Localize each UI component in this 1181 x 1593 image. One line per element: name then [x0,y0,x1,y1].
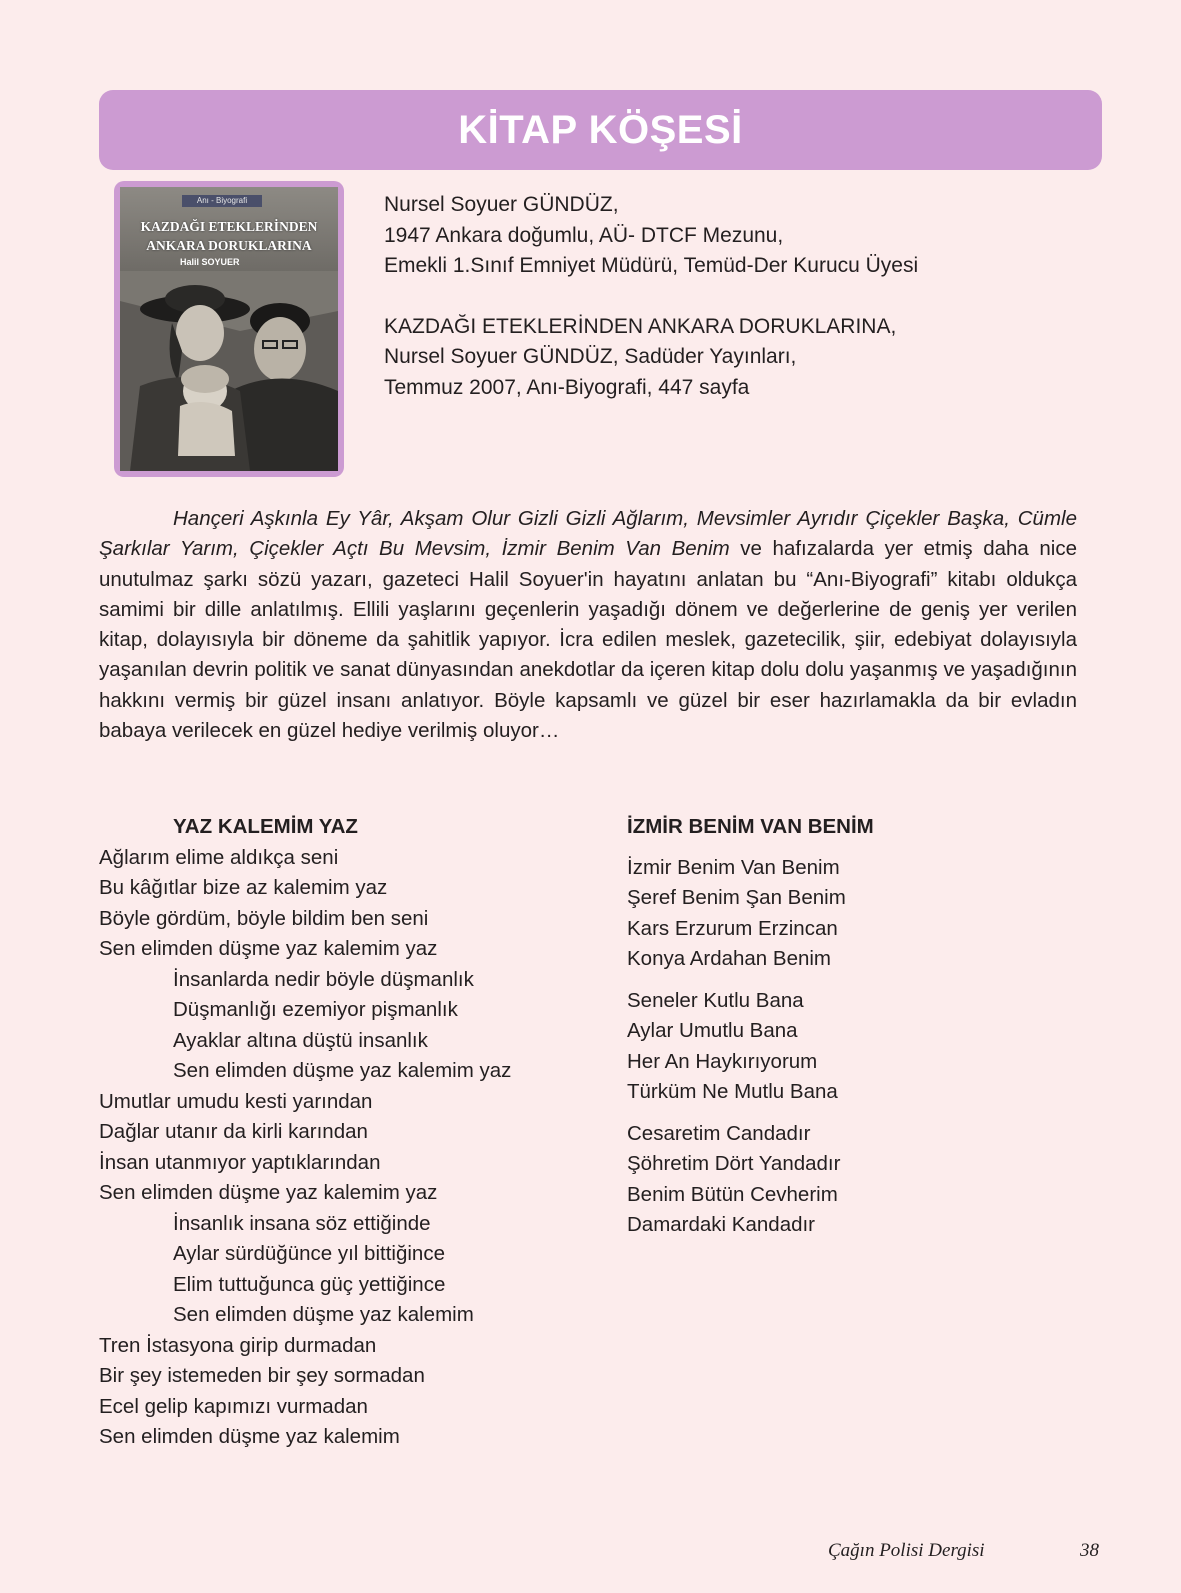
poem-line: İnsanlık insana söz ettiğinde [173,1211,431,1235]
poem-yaz-kalemim-yaz [99,812,511,1453]
poem-stanza [627,986,874,1108]
poem-line: Şöhretim Dört Yandadır [627,1152,841,1175]
poem-line: Ağlarım elime aldıkça seni [99,845,339,869]
book-details: Temmuz 2007, Anı-Biyografi, 447 sayfa [384,375,750,399]
book-publisher: Nursel Soyuer GÜNDÜZ, Sadüder Yayınları, [384,345,797,368]
poem-line: Sen elimden düşme yaz kalemim yaz [173,1059,512,1082]
book-cover-image [120,187,338,471]
poem-line: İnsanlarda nedir böyle düşmanlık [173,967,474,991]
author-birth: 1947 Ankara doğumlu, AÜ- DTCF Mezunu, [384,223,784,247]
poem-line: Umutlar umudu kesti yarından [99,1089,373,1113]
poem-line: İnsan utanmıyor yaptıklarından [99,1150,381,1174]
footer-magazine-name: Çağın Polisi Dergisi [828,1540,985,1561]
author-info-block [384,190,918,403]
poem-line: Ayaklar altına düştü insanlık [173,1028,428,1052]
poem-line: Bu kâğıtlar bize az kalemim yaz [99,876,388,899]
cover-title-line2: ANKARA DORUKLARINA [146,238,312,253]
poem-line: Ecel gelip kapımızı vurmadan [99,1394,368,1418]
poem-line: Sen elimden düşme yaz kalemim [173,1303,474,1326]
poem-line: Türküm Ne Mutlu Bana [627,1080,838,1103]
poem-line: Aylar sürdüğünce yıl bittiğince [173,1242,445,1265]
book-title: KAZDAĞI ETEKLERİNDEN ANKARA DORUKLARINA, [384,314,897,338]
poem-line: Konya Ardahan Benim [627,947,831,970]
intro-body: ve hafızalarda yer etmiş daha nice unutulmaz şarkı sözü yazarı, gazeteci Halil Soyuer'in hayatını anlatan bu “Anı-Biyografi” kitabı oldukça samimi bir dille anlatılmış. Ellili yaşlarını geçenlerin yaşadığı dönem ve değerlerine de geniş yer verilen kitap, dolayısıyla bir döneme da şahitlik yapıyor. İcra edilen meslek, gazetecilik, şiir, edebiyat dolayısıyla yaşanılan devrin politik ve sanat dünyasından anekdotlar da içeren kitap dolu dolu yaşanmış ve yaşadığının hakkını vermiş bir güzel insanı anlatıyor. Böyle kapsamlı ve güzel bir eser hazırlamakla da bir evladın babaya verilecek en güzel hediye verilmiş oluyor… [99,537,1077,743]
intro-paragraph [99,504,1077,746]
cover-title [120,217,338,255]
poem-line: Bir şey istemeden bir şey sormadan [99,1364,425,1387]
poem-line: Damardaki Kandadır [627,1213,816,1236]
author-name: Nursel Soyuer GÜNDÜZ, [384,193,619,216]
poem-line: İzmir Benim Van Benim [627,855,840,879]
footer-page-number: 38 [1080,1540,1099,1561]
poem-line: Her An Haykırıyorum [627,1049,818,1073]
page-title: KİTAP KÖŞESİ [458,107,743,152]
poem-line: Sen elimden düşme yaz kalemim [99,1425,400,1448]
poem-line: Düşmanlığı ezemiyor pişmanlık [173,998,458,1021]
poem-line: Sen elimden düşme yaz kalemim yaz [99,1181,438,1204]
cover-title-line1: KAZDAĞI ETEKLERİNDEN [140,219,318,234]
author-title: Emekli 1.Sınıf Emniyet Müdürü, Temüd-Der Kurucu Üyesi [384,254,919,277]
book-cover-frame [114,181,344,477]
poem-izmir-benim-van-benim [627,812,874,1252]
poem-line: Sen elimden düşme yaz kalemim yaz [99,937,438,960]
poem-title: İZMİR BENİM VAN BENİM [627,815,874,838]
poem-line: Böyle gördüm, böyle bildim ben seni [99,906,429,930]
poem-title: YAZ KALEMİM YAZ [173,815,358,838]
poem-line: Dağlar utanır da kirli karından [99,1120,368,1143]
poem-line: Benim Bütün Cevherim [627,1182,838,1206]
poem-line: Aylar Umutlu Bana [627,1019,798,1042]
poem-line: Cesaretim Candadır [627,1121,811,1145]
header-banner [99,90,1102,170]
poem-stanza [627,853,874,975]
intro-song-titles: Hançeri Aşkınla Ey Yâr, Akşam Olur Gizli Gizli Ağlarım, Mevsimler Ayrıdır Çiçekler Başka, Cümle Şarkılar Yarım, Çiçekler Açtı Bu Mevsim, İzmir Benim Van Benim [99,507,1077,561]
poem-line: Tren İstasyona girip durmadan [99,1333,377,1357]
cover-category: Anı - Biyografi [196,196,248,205]
poem-line: Elim tuttuğunca güç yettiğince [173,1272,446,1296]
poem-stanza [627,1119,874,1241]
cover-family-photo [120,271,338,471]
poem-line: Kars Erzurum Erzincan [627,916,838,940]
poem-line: Şeref Benim Şan Benim [627,886,846,909]
cover-author: Halil SOYUER [180,257,240,267]
poem-line: Seneler Kutlu Bana [627,988,804,1012]
